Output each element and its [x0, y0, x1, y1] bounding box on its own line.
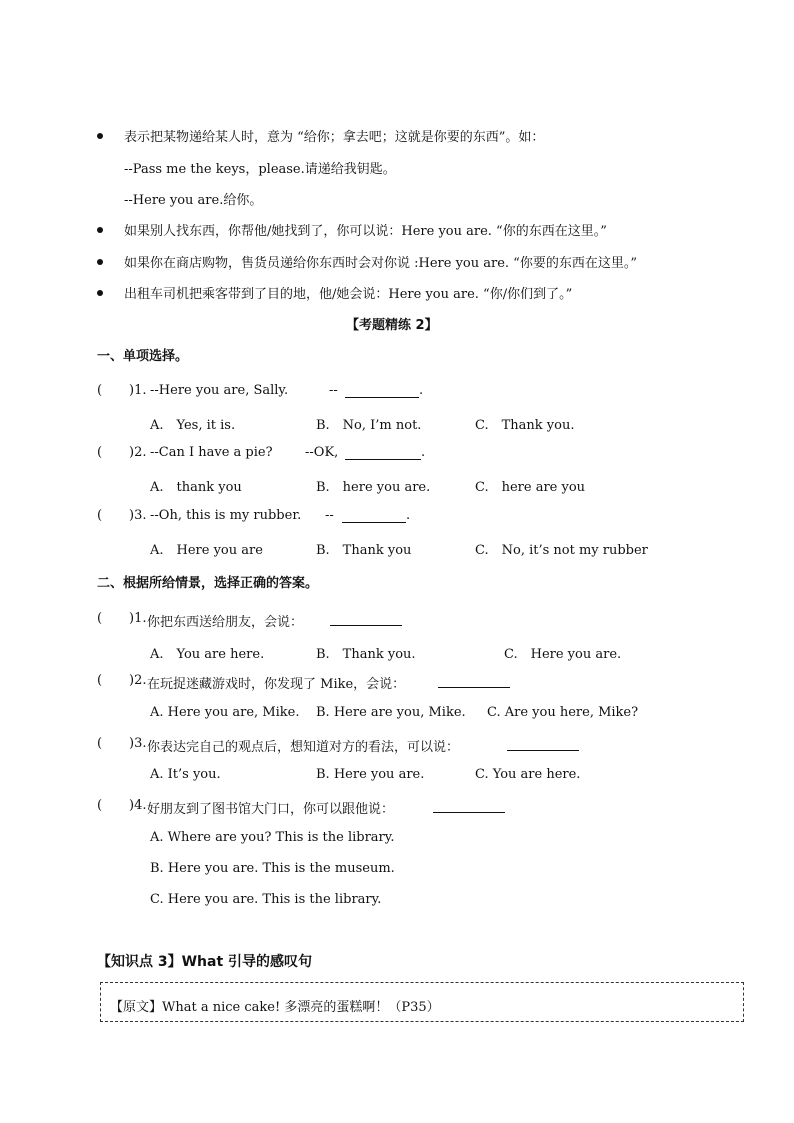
option-a: A. Here you are: [150, 543, 263, 558]
option-b: B. Here you are. This is the museum.: [150, 861, 395, 876]
option-b: B. Thank you: [316, 543, 412, 558]
option-c: C. You are here.: [475, 767, 581, 782]
part-heading: 二、根据所给情景，选择正确的答案。: [97, 576, 319, 591]
answer-paren-open: (: [97, 445, 103, 460]
option-c: C. Here you are. This is the library.: [150, 892, 382, 907]
answer-paren-open: (: [97, 383, 103, 398]
option-b: B. Thank you.: [316, 647, 416, 662]
option-c: C. No, it’s not my rubber: [475, 543, 648, 558]
option-a: A. Where are you? This is the library.: [150, 830, 395, 845]
option-b: B. here you are.: [316, 480, 431, 495]
option-c: C. Thank you.: [475, 418, 575, 433]
note-text: 如果你在商店购物，售货员递给你东西时会对你说 :Here you are. “你要的东西在这里。”: [124, 256, 637, 271]
question-number: )4.: [129, 798, 147, 813]
option-b: B. Here you are.: [316, 767, 425, 782]
bullet: [97, 290, 103, 296]
question-stem: --Can I have a pie?: [150, 445, 273, 460]
answer-paren-open: (: [97, 736, 103, 751]
answer-paren-open: (: [97, 673, 103, 688]
answer-blank: [438, 687, 510, 688]
original-text: 【原文】What a nice cake! 多漂亮的蛋糕啊！（P35）: [110, 1000, 440, 1015]
answer-blank: [433, 812, 505, 813]
example-line: --Here you are.给你。: [124, 193, 263, 208]
punctuation: .: [421, 445, 426, 460]
option-b: B. Here are you, Mike.: [316, 705, 466, 720]
question-number: )3.: [129, 508, 147, 523]
part-heading: 一、单项选择。: [97, 349, 189, 364]
bullet: [97, 259, 103, 265]
question-stem: 在玩捉迷藏游戏时，你发现了 Mike，会说：: [147, 677, 406, 692]
answer-paren-open: (: [97, 611, 103, 626]
question-number: )1.: [129, 611, 147, 626]
option-c: C. Here you are.: [504, 647, 622, 662]
reply-prefix: --OK,: [305, 445, 339, 460]
answer-paren-open: (: [97, 508, 103, 523]
option-b: B. No, I’m not.: [316, 418, 422, 433]
option-a: A. Here you are, Mike.: [150, 705, 300, 720]
question-number: )3.: [129, 736, 147, 751]
knowledge-point-title: 【知识点 3】What 引导的感叹句: [97, 954, 313, 970]
question-stem: 好朋友到了图书馆大门口，你可以跟他说：: [147, 802, 395, 817]
answer-blank: [342, 522, 406, 523]
note-text: 如果别人找东西，你帮他/她找到了，你可以说：Here you are. “你的东西在这里。”: [124, 224, 607, 239]
option-c: C. Are you here, Mike?: [487, 705, 639, 720]
question-stem: --Here you are, Sally.: [150, 383, 289, 398]
answer-blank: [345, 459, 421, 460]
section-title: 【考题精练 2】: [346, 318, 438, 333]
answer-blank: [507, 750, 579, 751]
question-stem: 你表达完自己的观点后，想知道对方的看法，可以说：: [147, 740, 460, 755]
note-text: 出租车司机把乘客带到了目的地，他/她会说：Here you are. “你/你们到了。”: [124, 287, 573, 302]
note-text: 表示把某物递给某人时，意为 “给你；拿去吧；这就是你要的东西”。如：: [124, 130, 545, 145]
option-a: A. Yes, it is.: [150, 418, 236, 433]
question-number: )1.: [129, 383, 147, 398]
answer-blank: [345, 397, 419, 398]
reply-prefix: --: [325, 508, 334, 523]
option-a: A. You are here.: [150, 647, 265, 662]
answer-paren-open: (: [97, 798, 103, 813]
question-stem: --Oh, this is my rubber.: [150, 508, 302, 523]
question-stem: 你把东西送给朋友，会说：: [147, 615, 304, 630]
option-a: A. It’s you.: [150, 767, 221, 782]
option-c: C. here are you: [475, 480, 586, 495]
option-a: A. thank you: [150, 480, 242, 495]
question-number: )2.: [129, 673, 147, 688]
bullet: [97, 133, 103, 139]
reply-prefix: --: [329, 383, 338, 398]
example-line: --Pass me the keys，please.请递给我钥匙。: [124, 162, 396, 177]
answer-blank: [330, 625, 402, 626]
bullet: [97, 227, 103, 233]
punctuation: .: [406, 508, 411, 523]
question-number: )2.: [129, 445, 147, 460]
punctuation: .: [419, 383, 424, 398]
